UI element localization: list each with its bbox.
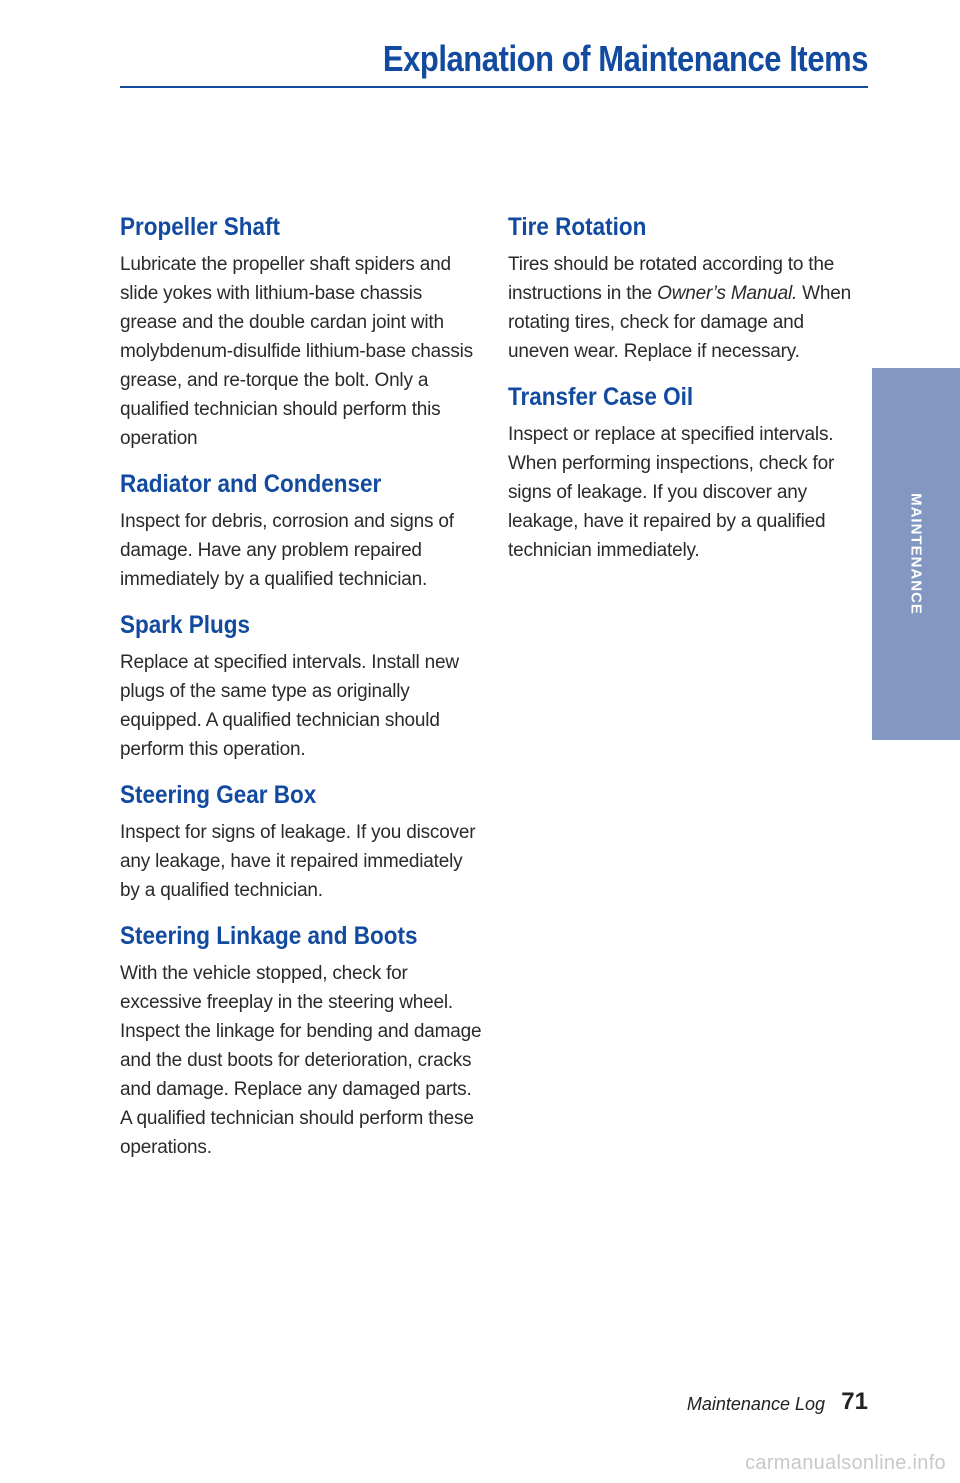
section-transfer-case-oil bbox=[508, 382, 864, 565]
section-body: Replace at specified intervals. Install new plugs of the same type as originally equipped. A qualified technician should perform this operation. bbox=[120, 652, 459, 760]
owners-manual-reference: Owner’s Manual. bbox=[657, 283, 798, 304]
section-body: Inspect or replace at specified intervals. When performing inspections, check for signs of leakage. If you discover any leakage, have it repaired by a qualified technician immediately. bbox=[508, 424, 835, 561]
section-body: Lubricate the propeller shaft spiders and slide yokes with lithium-base chassis grease and the double cardan joint with molybdenum-disulfide lithium-base chassis grease, and re-torque the bolt. Only a qualified technician should perform this operation bbox=[120, 254, 473, 449]
section-heading: Steering Gear Box bbox=[120, 781, 317, 809]
watermark: carmanualsonline.info bbox=[745, 1452, 946, 1474]
page-title: Explanation of Maintenance Items bbox=[382, 38, 868, 79]
footer-label: Maintenance Log bbox=[686, 1394, 825, 1414]
section-tab-label: MAINTENANCE bbox=[907, 493, 925, 615]
section-body: Inspect for debris, corrosion and signs of damage. Have any problem repaired immediately by a qualified technician. bbox=[120, 511, 454, 590]
section-propeller-shaft bbox=[120, 212, 482, 453]
left-column bbox=[120, 212, 482, 1178]
body-text-before: Tires should be rotated according to the instructions in the bbox=[508, 254, 835, 304]
right-column bbox=[508, 212, 864, 581]
section-tire-rotation bbox=[508, 212, 864, 366]
body-text-after: When rotating tires, check for damage and uneven wear. Replace if necessary. bbox=[508, 283, 851, 362]
page-number: 71 bbox=[841, 1388, 868, 1415]
section-radiator-and-condenser bbox=[120, 469, 482, 594]
section-tab bbox=[872, 368, 960, 740]
section-heading: Propeller Shaft bbox=[120, 213, 281, 241]
section-steering-linkage-and-boots bbox=[120, 921, 482, 1162]
section-heading: Spark Plugs bbox=[120, 611, 251, 639]
section-body bbox=[508, 250, 864, 366]
section-steering-gear-box bbox=[120, 780, 482, 905]
section-body: Inspect for signs of leakage. If you discover any leakage, have it repaired immediately by a qualified technician. bbox=[120, 822, 476, 901]
section-heading: Transfer Case Oil bbox=[508, 383, 694, 411]
section-body: With the vehicle stopped, check for excessive freeplay in the steering wheel. Inspect the linkage for bending and damage and the dust boots for deterioration, cracks and damage. Replace any damaged parts. A qualified technician should perform these operations. bbox=[120, 963, 482, 1158]
section-spark-plugs bbox=[120, 610, 482, 764]
section-heading: Radiator and Condenser bbox=[120, 470, 382, 498]
section-heading: Steering Linkage and Boots bbox=[120, 922, 418, 950]
title-rule bbox=[120, 86, 868, 88]
section-heading: Tire Rotation bbox=[508, 213, 647, 241]
